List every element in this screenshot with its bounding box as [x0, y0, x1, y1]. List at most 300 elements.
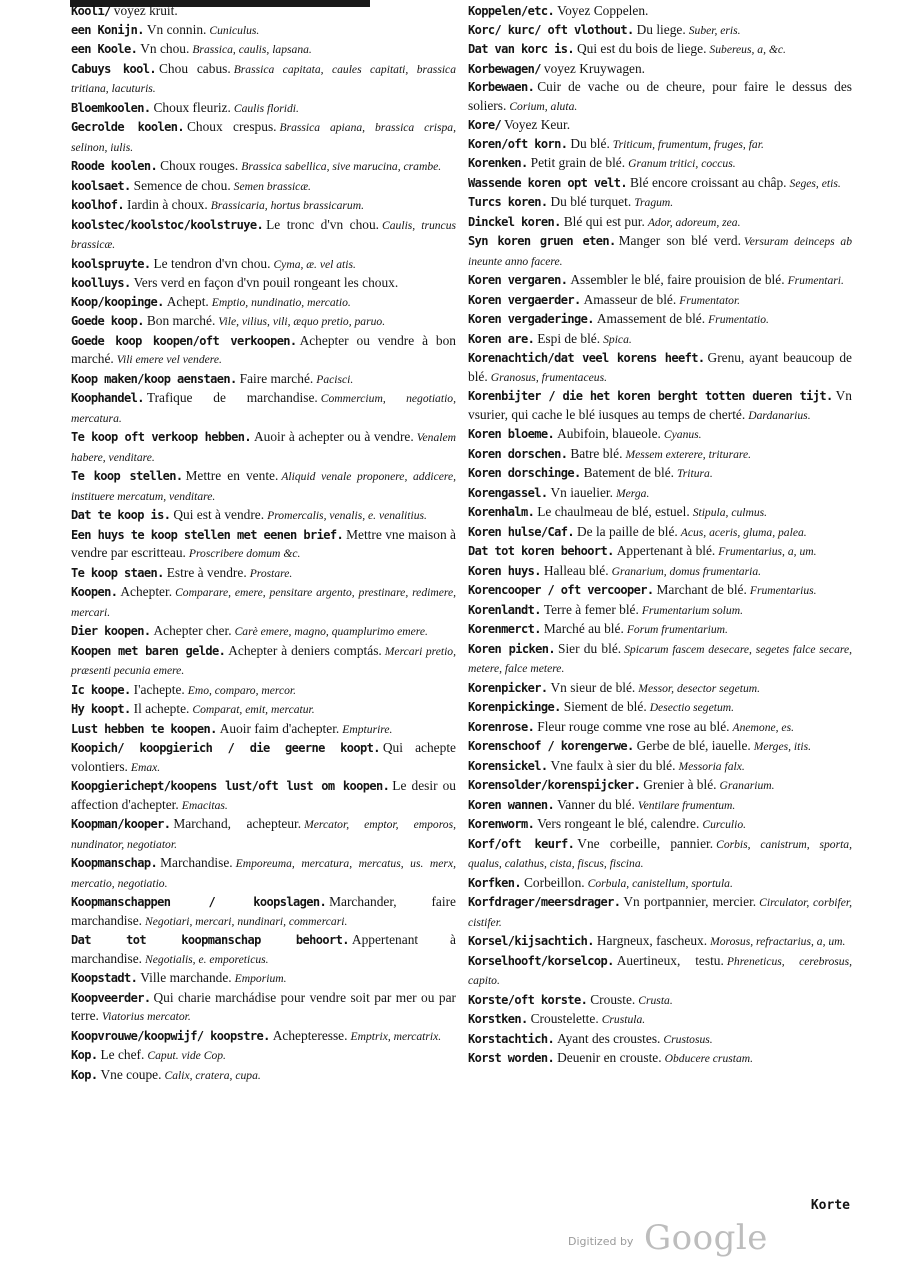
french-gloss: Le chaulmeau de blé, estuel.	[537, 504, 690, 519]
dictionary-entry	[468, 330, 852, 350]
french-gloss: Qui est à vendre.	[173, 507, 265, 522]
dictionary-entry	[468, 310, 852, 330]
french-gloss: Sier du blé.	[558, 640, 622, 656]
headword: Koopen met baren gelde.	[71, 643, 226, 658]
latin-gloss: Promercalis, venalis, e. venalitius.	[267, 509, 427, 522]
latin-gloss: Corbula, canistellum, sportula.	[587, 876, 733, 890]
french-gloss: Crouste.	[590, 991, 636, 1007]
french-gloss: Petit grain de blé.	[530, 155, 626, 170]
french-gloss: Du blé.	[570, 135, 610, 151]
latin-gloss: Suber, eris.	[688, 23, 741, 37]
french-gloss: Espi de blé.	[537, 330, 601, 346]
dictionary-entry	[468, 116, 852, 135]
headword: Koop/koopinge.	[71, 294, 164, 309]
dictionary-entry	[468, 757, 852, 777]
headword: Hy koopt.	[71, 702, 131, 716]
latin-gloss: Brassica apiana, brassica crispa, selinon, iulis.	[71, 121, 456, 154]
headword: Koopveerder.	[71, 990, 151, 1005]
headword: Korfken.	[468, 875, 521, 890]
dictionary-entry	[468, 1049, 852, 1069]
latin-gloss: Obducere crustam.	[664, 1052, 754, 1065]
latin-gloss: Triticum, frumentum, fruges, far.	[612, 137, 764, 151]
dictionary-entry	[468, 40, 852, 60]
dictionary-entry	[71, 255, 456, 275]
french-gloss: Voyez Coppelen.	[557, 3, 649, 18]
catchword: Korte	[810, 1198, 850, 1213]
latin-gloss: Emptio, nundinatio, mercatio.	[211, 295, 351, 309]
latin-gloss: Mercari pretio, præsenti pecunia emere.	[71, 644, 457, 677]
french-gloss: Mettre en vente.	[185, 468, 279, 483]
latin-gloss: Semen brassicæ.	[233, 179, 311, 193]
latin-gloss: Frumentarium solum.	[641, 603, 743, 617]
latin-gloss: Spica.	[603, 332, 632, 346]
latin-gloss: Pacisci.	[316, 372, 354, 386]
dictionary-entry	[71, 332, 456, 370]
dictionary-entry	[468, 21, 852, 41]
latin-gloss: Vile, vilius, vili, æquo pretio, paruo.	[218, 315, 386, 328]
dictionary-entry	[71, 564, 456, 584]
french-gloss: Qui achepte volontiers.	[71, 740, 456, 774]
headword: Dinckel koren.	[468, 214, 561, 229]
latin-gloss: Anemone, es.	[732, 720, 794, 734]
headword: Roode koolen.	[71, 159, 158, 173]
headword: Korenmerct.	[468, 622, 541, 636]
headword: Koopen.	[71, 585, 118, 599]
french-gloss: Blé qui est pur.	[563, 213, 645, 229]
french-gloss: Achepter ou vendre à bon marché.	[71, 332, 456, 366]
headword: Dat tot koren behoort.	[468, 544, 614, 558]
french-gloss: Fleur rouge comme vne rose au blé.	[537, 718, 730, 734]
dictionary-entry	[71, 118, 456, 157]
french-gloss: Vn portpannier, mercier.	[623, 894, 757, 909]
latin-gloss: Granosus, frumentaceus.	[490, 370, 607, 384]
headword: koolspruyte.	[71, 256, 151, 271]
latin-gloss: Morosus, refractarius, a, um.	[710, 935, 846, 948]
french-gloss: Vn connin.	[146, 21, 207, 37]
dictionary-entry	[468, 523, 852, 543]
dictionary-entry	[468, 154, 852, 174]
dictionary-entry	[71, 720, 456, 740]
dictionary-entry	[71, 739, 456, 777]
headword: Koren bloeme.	[468, 427, 555, 441]
dictionary-entry	[468, 640, 852, 679]
dictionary-entry	[468, 796, 852, 816]
latin-gloss: Commercium, negotiatio, mercatura.	[71, 392, 456, 425]
latin-gloss: Prostare.	[249, 566, 293, 580]
headword: Koren vergaerder.	[468, 292, 581, 307]
headword: Koopmanschap.	[71, 856, 158, 870]
headword: Koren vergaderinge.	[468, 312, 594, 326]
dictionary-entry	[468, 484, 852, 504]
headword: Korenbijter / die het koren berght totten dueren tijt.	[468, 389, 833, 403]
latin-gloss: Curculio.	[702, 818, 747, 831]
french-gloss: Batre blé.	[570, 445, 623, 461]
headword: Korenschoof / korengerwe.	[468, 739, 634, 753]
headword: Korencooper / oft vercooper.	[468, 583, 654, 597]
french-gloss: De la paille de blé.	[577, 523, 678, 539]
french-gloss: Halleau blé.	[543, 562, 609, 578]
latin-gloss: Frumentari.	[787, 274, 844, 287]
latin-gloss: Negotiari, mercari, nundinari, commercari.	[145, 914, 348, 928]
french-gloss: Croustelette.	[530, 1011, 599, 1026]
french-gloss: Le tronc d'vn chou.	[266, 216, 380, 232]
french-gloss: Du liege.	[636, 21, 686, 37]
french-gloss: Trafique de marchandise.	[146, 390, 318, 405]
dictionary-entry	[71, 157, 456, 177]
latin-gloss: Mercator, emptor, emporos, nundinator, negotiator.	[71, 818, 456, 851]
headword: Cabuys kool.	[71, 61, 156, 76]
dictionary-entry	[468, 815, 852, 835]
french-gloss: Choux rouges.	[160, 158, 239, 173]
headword: Koren huys.	[468, 563, 541, 578]
french-gloss: Terre à femer blé.	[543, 601, 639, 617]
french-gloss: Marchandise.	[160, 855, 233, 870]
dictionary-entry	[468, 503, 852, 523]
dictionary-entry	[468, 1010, 852, 1030]
headword: Korenworm.	[468, 817, 535, 831]
headword: Korst worden.	[468, 1051, 555, 1065]
french-gloss: Vn sieur de blé.	[550, 679, 636, 695]
french-gloss: Qui est du bois de liege.	[577, 41, 707, 56]
french-gloss: Grenier à blé.	[643, 777, 717, 792]
latin-gloss: Empturire.	[342, 722, 393, 736]
headword: Turcs koren.	[468, 195, 548, 209]
headword: Koren wannen.	[468, 797, 555, 812]
headword: Wassende koren opt velt.	[468, 175, 627, 190]
dictionary-entry	[468, 620, 852, 640]
french-gloss: Vers rongeant le blé, calendre.	[537, 816, 700, 831]
latin-gloss: Forum frumentarium.	[626, 623, 728, 636]
google-watermark-logo: Google	[644, 1218, 768, 1258]
dictionary-entry	[468, 679, 852, 699]
latin-gloss: Acus, aceris, gluma, palea.	[680, 525, 807, 539]
headword: Korenrose.	[468, 719, 535, 734]
headword: Kore/	[468, 118, 502, 132]
dictionary-entry	[71, 274, 456, 293]
dictionary-entry	[468, 952, 852, 991]
left-column	[71, 2, 456, 1085]
dictionary-entry	[71, 1027, 456, 1047]
dictionary-entry	[71, 389, 456, 428]
dictionary-entry	[71, 777, 456, 815]
headword: Syn koren gruen eten.	[468, 234, 616, 248]
dictionary-entry	[71, 1066, 456, 1086]
latin-gloss: Brassica capitata, caules capitati, brassica tritiana, lacuturis.	[71, 62, 456, 95]
right-column	[468, 2, 852, 1069]
headword: Lust hebben te koopen.	[71, 721, 217, 736]
dictionary-entry	[468, 425, 852, 445]
latin-gloss: Emo, comparo, mercor.	[187, 683, 297, 697]
dictionary-entry	[71, 854, 456, 893]
dictionary-entry	[468, 387, 852, 425]
dictionary-entry	[468, 874, 852, 894]
latin-gloss: Frumentarius, a, um.	[718, 545, 817, 558]
french-gloss: Assembler le blé, faire prouision de blé.	[570, 272, 785, 287]
digitized-by-label: Digitized by	[568, 1235, 634, 1248]
latin-gloss: Cyma, æ. vel atis.	[273, 257, 356, 271]
latin-gloss: Circulator, corbifer, cistifer.	[468, 896, 852, 929]
latin-gloss: Comparare, emere, pensitare argento, prestinare, redimere, mercari.	[71, 586, 456, 619]
latin-gloss: Stipula, culmus.	[692, 506, 768, 519]
french-gloss: Marchand, achepteur.	[173, 816, 302, 831]
latin-gloss: Caulis floridi.	[233, 101, 299, 115]
french-gloss: Choux fleuriz.	[153, 99, 231, 115]
dictionary-entry	[468, 718, 852, 738]
latin-gloss: Tragum.	[634, 196, 674, 209]
dictionary-entry	[71, 293, 456, 313]
latin-gloss: Brassica, caulis, lapsana.	[192, 43, 312, 56]
french-gloss: Appertenant à blé.	[616, 543, 716, 558]
headword: koolsaet.	[71, 178, 131, 193]
latin-gloss: Messor, desector segetum.	[638, 681, 761, 695]
dictionary-entry	[71, 428, 456, 467]
headword: Korste/oft korste.	[468, 992, 588, 1007]
french-gloss: Amassement de blé.	[596, 311, 706, 326]
french-gloss: Blé encore croissant au châp.	[630, 174, 787, 190]
dictionary-entry	[71, 312, 456, 332]
dictionary-entry	[468, 464, 852, 484]
headword: Gecrolde koolen.	[71, 120, 184, 134]
latin-gloss: Aliquid venale proponere, addicere, instituere mercatum, venditare.	[71, 470, 457, 503]
headword: Koopman/kooper.	[71, 817, 171, 831]
latin-gloss: Viatorius mercator.	[101, 1010, 191, 1023]
latin-gloss: Emporeuma, mercatura, mercatus, us. merx, mercatio, negotiatio.	[71, 857, 456, 890]
headword: Goede koop koopen/oft verkoopen.	[71, 333, 297, 348]
french-gloss: Amasseur de blé.	[583, 291, 677, 307]
latin-gloss: Granarium, domus frumentaria.	[611, 564, 762, 578]
latin-gloss: Tritura.	[676, 467, 713, 480]
dictionary-entry	[468, 991, 852, 1011]
headword: een Konijn.	[71, 22, 144, 37]
headword: Kop.	[71, 1048, 98, 1062]
french-gloss: Achepter cher.	[153, 623, 232, 638]
dictionary-entry	[468, 349, 852, 387]
headword: Korensickel.	[468, 758, 548, 773]
headword: Korengassel.	[468, 485, 548, 500]
latin-gloss: Emporium.	[234, 972, 287, 985]
french-gloss: Achept.	[166, 293, 209, 309]
french-gloss: Siement de blé.	[563, 699, 647, 714]
latin-gloss: Brassica sabellica, sive marucina, crambe.	[241, 160, 442, 173]
headword: Kooli/	[71, 4, 111, 18]
dictionary-entry	[71, 931, 456, 969]
french-gloss: Hargneux, fascheux.	[596, 933, 708, 948]
french-gloss: Vne corbeille, pannier.	[577, 835, 714, 851]
headword: Korbewagen/	[468, 61, 541, 76]
french-gloss: Estre à vendre.	[166, 564, 247, 580]
headword: Koopich/ koopgierich / die geerne koopt.	[71, 741, 380, 755]
headword: Te koop stellen.	[71, 469, 183, 483]
dictionary-entry	[468, 213, 852, 233]
headword: Korstken.	[468, 1012, 528, 1026]
headword: Korfdrager/meersdrager.	[468, 895, 621, 909]
latin-gloss: Cuniculus.	[209, 23, 260, 37]
headword: Bloemkoolen.	[71, 100, 151, 115]
latin-gloss: Corbis, canistrum, sporta, qualus, calathus, cista, fiscus, fiscina.	[468, 837, 852, 870]
headword: Korc/ kurc/ oft vlothout.	[468, 22, 634, 37]
french-gloss: Vn iauelier.	[550, 484, 613, 500]
latin-gloss: Cyanus.	[663, 428, 702, 441]
dictionary-entry	[468, 932, 852, 952]
headword: Korenhalm.	[468, 505, 535, 519]
headword: Koren/oft korn.	[468, 136, 568, 151]
dictionary-entry	[468, 174, 852, 194]
headword: Dat tot koopmanschap behoort.	[71, 933, 349, 947]
dictionary-entry	[71, 622, 456, 642]
dictionary-entry	[71, 40, 456, 60]
headword: koolhof.	[71, 198, 124, 212]
latin-gloss: Dardanarius.	[748, 408, 811, 422]
french-gloss: Achepter à deniers comptás.	[228, 642, 382, 658]
dictionary-entry	[71, 2, 456, 21]
headword: Korselhooft/korselcop.	[468, 953, 614, 968]
dictionary-entry	[468, 291, 852, 311]
headword: Koren dorschen.	[468, 446, 568, 461]
french-gloss: Il achepte.	[133, 701, 190, 716]
latin-gloss: Versuram deinceps ab ineunte anno facere.	[468, 235, 852, 268]
french-gloss: Marché au blé.	[543, 621, 624, 636]
french-gloss: Achepter.	[120, 584, 173, 599]
french-gloss: Auertineux, testu.	[616, 952, 724, 968]
headword: Koppelen/etc.	[468, 4, 555, 18]
latin-gloss: Crustula.	[601, 1013, 646, 1026]
latin-gloss: Emax.	[130, 760, 161, 774]
headword: Korenachtich/dat veel korens heeft.	[468, 351, 705, 365]
dictionary-entry	[71, 506, 456, 526]
french-gloss: I'achepte.	[133, 681, 185, 697]
latin-gloss: Granum tritici, coccus.	[628, 157, 736, 170]
headword: Koopstadt.	[71, 971, 138, 985]
dictionary-entry	[468, 78, 852, 116]
latin-gloss: Caput. vide Cop.	[147, 1049, 226, 1062]
latin-gloss: Phreneticus, cerebrosus, capito.	[468, 954, 853, 987]
french-gloss: Vanner du blé.	[557, 796, 635, 812]
headword: Te koop staen.	[71, 565, 164, 580]
french-gloss: Auoir faim d'achepter.	[219, 720, 340, 736]
latin-gloss: Crustosus.	[663, 1032, 713, 1046]
latin-gloss: Vili emere vel vendere.	[116, 353, 222, 366]
headword: Koren are.	[468, 331, 535, 346]
dictionary-entry	[71, 1046, 456, 1066]
latin-gloss: Desectio segetum.	[649, 701, 735, 714]
french-gloss: Achepteresse.	[272, 1027, 348, 1043]
headword: Dat van korc is.	[468, 42, 574, 56]
latin-gloss: Spicarum fascem desecare, segetes falce secare, metere, falce metere.	[468, 642, 852, 675]
latin-gloss: Emptrix, mercatrix.	[350, 1029, 442, 1043]
latin-gloss: Brassicaria, hortus brassicarum.	[210, 199, 364, 212]
dictionary-entry	[468, 776, 852, 796]
headword: Korstachtich.	[468, 1031, 555, 1046]
french-gloss: Vne faulx à sier du blé.	[550, 757, 676, 773]
dictionary-entry	[71, 196, 456, 216]
headword: Korsel/kijsachtich.	[468, 934, 594, 948]
french-gloss: Ayant des croustes.	[557, 1030, 661, 1046]
dictionary-entry	[468, 2, 852, 21]
latin-gloss: Seges, etis.	[789, 176, 841, 190]
french-gloss: Vers verd en façon d'vn pouil rongeant les choux.	[133, 275, 399, 290]
french-gloss: Vne coupe.	[100, 1066, 162, 1082]
french-gloss: Faire marché.	[239, 370, 314, 386]
headword: Koren vergaren.	[468, 273, 568, 287]
latin-gloss: Carè emere, magno, quamplurimo emere.	[234, 625, 428, 638]
dictionary-entry	[468, 193, 852, 213]
latin-gloss: Ador, adoreum, zea.	[647, 215, 741, 229]
latin-gloss: Messoria falx.	[678, 759, 745, 773]
dictionary-entry	[468, 835, 852, 874]
latin-gloss: Caulis, truncus brassicæ.	[71, 218, 457, 251]
french-gloss: Du blé turquet.	[550, 194, 632, 209]
dictionary-entry	[468, 542, 852, 562]
latin-gloss: Frumentator.	[679, 293, 741, 307]
dictionary-entry	[468, 737, 852, 757]
dictionary-entry	[468, 445, 852, 465]
headword: Korensolder/korenspijcker.	[468, 778, 641, 792]
dictionary-entry	[468, 581, 852, 601]
dictionary-entry	[71, 989, 456, 1027]
french-gloss: Chou cabus.	[159, 60, 231, 76]
headword: Korf/oft keurf.	[468, 836, 575, 851]
dictionary-entry	[468, 893, 852, 932]
latin-gloss: Comparat, emit, mercatur.	[192, 703, 315, 716]
headword: Koopgierichept/koopens lust/oft lust om koopen.	[71, 779, 390, 793]
headword: Koopvrouwe/koopwijf/ koopstre.	[71, 1028, 270, 1043]
dictionary-entry	[71, 700, 456, 720]
latin-gloss: Frumentarius.	[749, 584, 817, 597]
french-gloss: Deuenir en crouste.	[557, 1050, 662, 1065]
french-gloss: Semence de chou.	[133, 177, 231, 193]
dictionary-entry	[71, 583, 456, 622]
dictionary-entry	[71, 370, 456, 390]
headword: Kop.	[71, 1067, 98, 1082]
latin-gloss: Merges, itis.	[753, 740, 811, 753]
french-gloss: Batement de blé.	[583, 465, 674, 480]
headword: Koren hulse/Caf.	[468, 524, 574, 539]
dictionary-entry	[71, 526, 456, 564]
french-gloss: voyez Kruywagen.	[543, 60, 646, 76]
dictionary-entry	[468, 698, 852, 718]
french-gloss: Manger son blé verd.	[618, 233, 741, 248]
dictionary-entry	[468, 601, 852, 621]
french-gloss: Le chef.	[100, 1047, 145, 1062]
dictionary-entry	[468, 135, 852, 155]
french-gloss: Gerbe de blé, iauelle.	[636, 738, 751, 753]
french-gloss: Appertenant à marchandise.	[71, 932, 456, 966]
dictionary-entry	[71, 681, 456, 701]
dictionary-entry	[71, 467, 456, 506]
french-gloss: Corbeillon.	[524, 874, 585, 890]
dictionary-entry	[468, 60, 852, 79]
headword: Koop maken/koop aenstaen.	[71, 371, 237, 386]
headword: Goede koop.	[71, 314, 144, 328]
headword: Korenken.	[468, 156, 528, 170]
dictionary-entry	[71, 642, 456, 681]
dictionary-entry	[468, 1030, 852, 1050]
french-gloss: Qui charie marchádise pour vendre soit par mer ou par terre.	[71, 989, 456, 1023]
dictionary-entry	[468, 271, 852, 291]
french-gloss: Aubifoin, blaueole.	[557, 426, 661, 441]
headword: Korenlandt.	[468, 602, 541, 617]
headword: Een huys te koop stellen met eenen brief.	[71, 527, 344, 542]
latin-gloss: Merga.	[615, 486, 650, 500]
headword: Koren picken.	[468, 641, 555, 656]
headword: Korbewaen.	[468, 80, 535, 94]
headword: Dier koopen.	[71, 624, 151, 638]
french-gloss: Vn vsurier, qui cache le blé iusques au temps de cherté.	[468, 388, 852, 422]
dictionary-entry	[71, 815, 456, 854]
headword: een Koole.	[71, 42, 138, 56]
dictionary-entry	[71, 177, 456, 197]
headword: Koopmanschappen / koopslagen.	[71, 895, 327, 909]
